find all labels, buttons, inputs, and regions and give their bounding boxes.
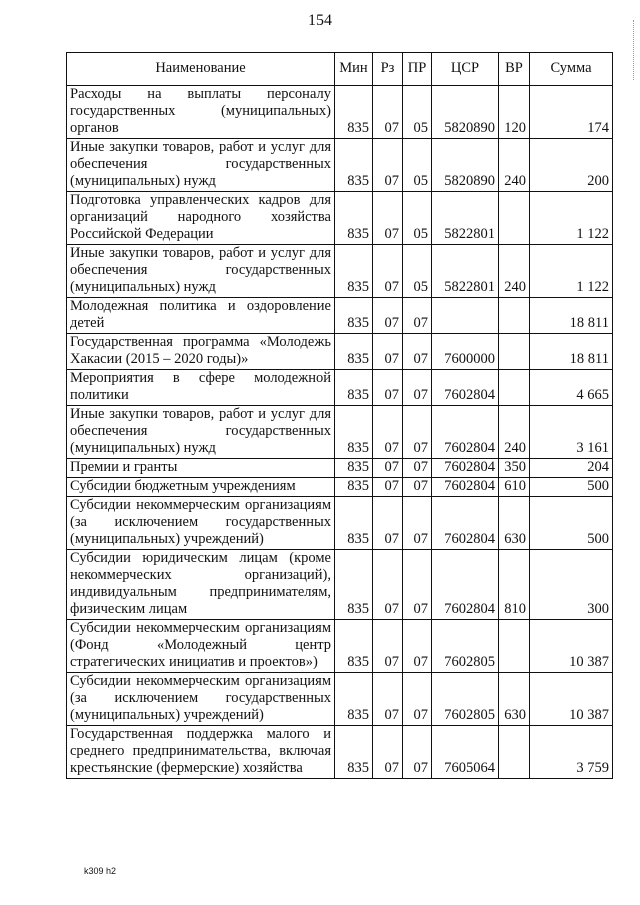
cell-vr: 630 [499,673,530,726]
cell-min: 835 [335,620,373,673]
header-name: Наименование [67,53,335,86]
cell-pr: 07 [403,620,432,673]
cell-name: Расходы на выплаты персоналу государственных (муниципальных) органов [67,86,335,139]
cell-rz: 07 [373,550,403,620]
cell-rz: 07 [373,497,403,550]
cell-name: Иные закупки товаров, работ и услуг для обеспечения государственных (муниципальных) нужд [67,245,335,298]
cell-name: Государственная поддержка малого и среднего предпринимательства, включая крестьянские (фермерские) хозяйства [67,726,335,779]
cell-name: Премии и гранты [67,459,335,478]
cell-csr: 5822801 [432,245,499,298]
cell-vr [499,726,530,779]
cell-vr [499,620,530,673]
header-csr: ЦСР [432,53,499,86]
cell-name: Подготовка управленческих кадров для организаций народного хозяйства Российской Федерации [67,192,335,245]
cell-name: Иные закупки товаров, работ и услуг для обеспечения государственных (муниципальных) нужд [67,139,335,192]
cell-csr: 7605064 [432,726,499,779]
table-row [67,478,613,497]
table-row [67,139,613,192]
cell-rz: 07 [373,334,403,370]
table-row [67,245,613,298]
cell-sum: 10 387 [530,620,613,673]
cell-rz: 07 [373,620,403,673]
cell-pr: 07 [403,298,432,334]
table-row [67,726,613,779]
cell-min: 835 [335,497,373,550]
table-row [67,298,613,334]
table-row [67,86,613,139]
cell-min: 835 [335,298,373,334]
cell-min: 835 [335,86,373,139]
cell-csr: 7602805 [432,620,499,673]
cell-pr: 07 [403,406,432,459]
cell-name: Субсидии юридическим лицам (кроме некоммерческих организаций), индивидуальным предпринимателям, физическим лицам [67,550,335,620]
cell-csr: 7602805 [432,673,499,726]
table-row [67,459,613,478]
cell-sum: 200 [530,139,613,192]
table-row [67,370,613,406]
cell-name: Иные закупки товаров, работ и услуг для обеспечения государственных (муниципальных) нужд [67,406,335,459]
table-row [67,192,613,245]
cell-rz: 07 [373,298,403,334]
cell-rz: 07 [373,139,403,192]
cell-pr: 05 [403,192,432,245]
cell-name: Субсидии некоммерческим организациям (Фонд «Молодежный центр стратегических инициатив и проектов») [67,620,335,673]
cell-csr: 7602804 [432,478,499,497]
cell-min: 835 [335,245,373,298]
cell-csr: 5820890 [432,86,499,139]
cell-name: Субсидии бюджетным учреждениям [67,478,335,497]
cell-min: 835 [335,370,373,406]
cell-pr: 07 [403,497,432,550]
cell-csr: 7602804 [432,406,499,459]
cell-csr [432,298,499,334]
cell-vr: 240 [499,245,530,298]
cell-min: 835 [335,139,373,192]
cell-sum: 174 [530,86,613,139]
cell-sum: 18 811 [530,334,613,370]
cell-csr: 7602804 [432,370,499,406]
cell-vr: 240 [499,406,530,459]
cell-vr [499,298,530,334]
cell-csr: 7600000 [432,334,499,370]
cell-min: 835 [335,673,373,726]
table-row [67,550,613,620]
cell-min: 835 [335,550,373,620]
cell-vr: 630 [499,497,530,550]
cell-sum: 204 [530,459,613,478]
table-row [67,673,613,726]
cell-pr: 05 [403,245,432,298]
cell-sum: 10 387 [530,673,613,726]
cell-sum: 3 161 [530,406,613,459]
header-min: Мин [335,53,373,86]
cell-min: 835 [335,726,373,779]
cell-rz: 07 [373,245,403,298]
cell-rz: 07 [373,673,403,726]
cell-name: Субсидии некоммерческим организациям (за исключением государственных (муниципальных) учреждений) [67,673,335,726]
page-number: 154 [308,12,332,29]
cell-vr [499,192,530,245]
cell-vr: 810 [499,550,530,620]
cell-sum: 1 122 [530,192,613,245]
cell-rz: 07 [373,478,403,497]
cell-sum: 500 [530,497,613,550]
margin-mark [633,20,638,80]
budget-table [66,52,613,779]
cell-rz: 07 [373,726,403,779]
cell-vr [499,370,530,406]
cell-sum: 1 122 [530,245,613,298]
cell-min: 835 [335,459,373,478]
cell-csr: 5820890 [432,139,499,192]
cell-min: 835 [335,192,373,245]
cell-name: Государственная программа «Молодежь Хакасии (2015 – 2020 годы)» [67,334,335,370]
header-vr: ВР [499,53,530,86]
cell-sum: 500 [530,478,613,497]
cell-min: 835 [335,406,373,459]
header-pr: ПР [403,53,432,86]
cell-name: Мероприятия в сфере молодежной политики [67,370,335,406]
cell-vr: 120 [499,86,530,139]
cell-pr: 05 [403,86,432,139]
cell-pr: 07 [403,550,432,620]
table-header-row [67,53,613,86]
cell-pr: 07 [403,459,432,478]
cell-sum: 300 [530,550,613,620]
footer-code: k309 h2 [84,866,117,876]
table-row [67,497,613,550]
cell-pr: 07 [403,478,432,497]
table-row [67,406,613,459]
cell-min: 835 [335,478,373,497]
cell-rz: 07 [373,86,403,139]
cell-rz: 07 [373,370,403,406]
cell-vr: 350 [499,459,530,478]
cell-name: Субсидии некоммерческим организациям (за исключением государственных (муниципальных) учреждений) [67,497,335,550]
cell-name: Молодежная политика и оздоровление детей [67,298,335,334]
cell-sum: 18 811 [530,298,613,334]
cell-csr: 5822801 [432,192,499,245]
cell-rz: 07 [373,192,403,245]
table-row [67,620,613,673]
cell-rz: 07 [373,406,403,459]
cell-pr: 07 [403,673,432,726]
header-rz: Рз [373,53,403,86]
table-row [67,334,613,370]
cell-sum: 3 759 [530,726,613,779]
cell-rz: 07 [373,459,403,478]
cell-csr: 7602804 [432,459,499,478]
header-sum: Сумма [530,53,613,86]
cell-pr: 07 [403,370,432,406]
cell-pr: 05 [403,139,432,192]
cell-vr: 240 [499,139,530,192]
cell-vr: 610 [499,478,530,497]
cell-min: 835 [335,334,373,370]
cell-csr: 7602804 [432,550,499,620]
cell-sum: 4 665 [530,370,613,406]
cell-vr [499,334,530,370]
cell-csr: 7602804 [432,497,499,550]
cell-pr: 07 [403,334,432,370]
cell-pr: 07 [403,726,432,779]
